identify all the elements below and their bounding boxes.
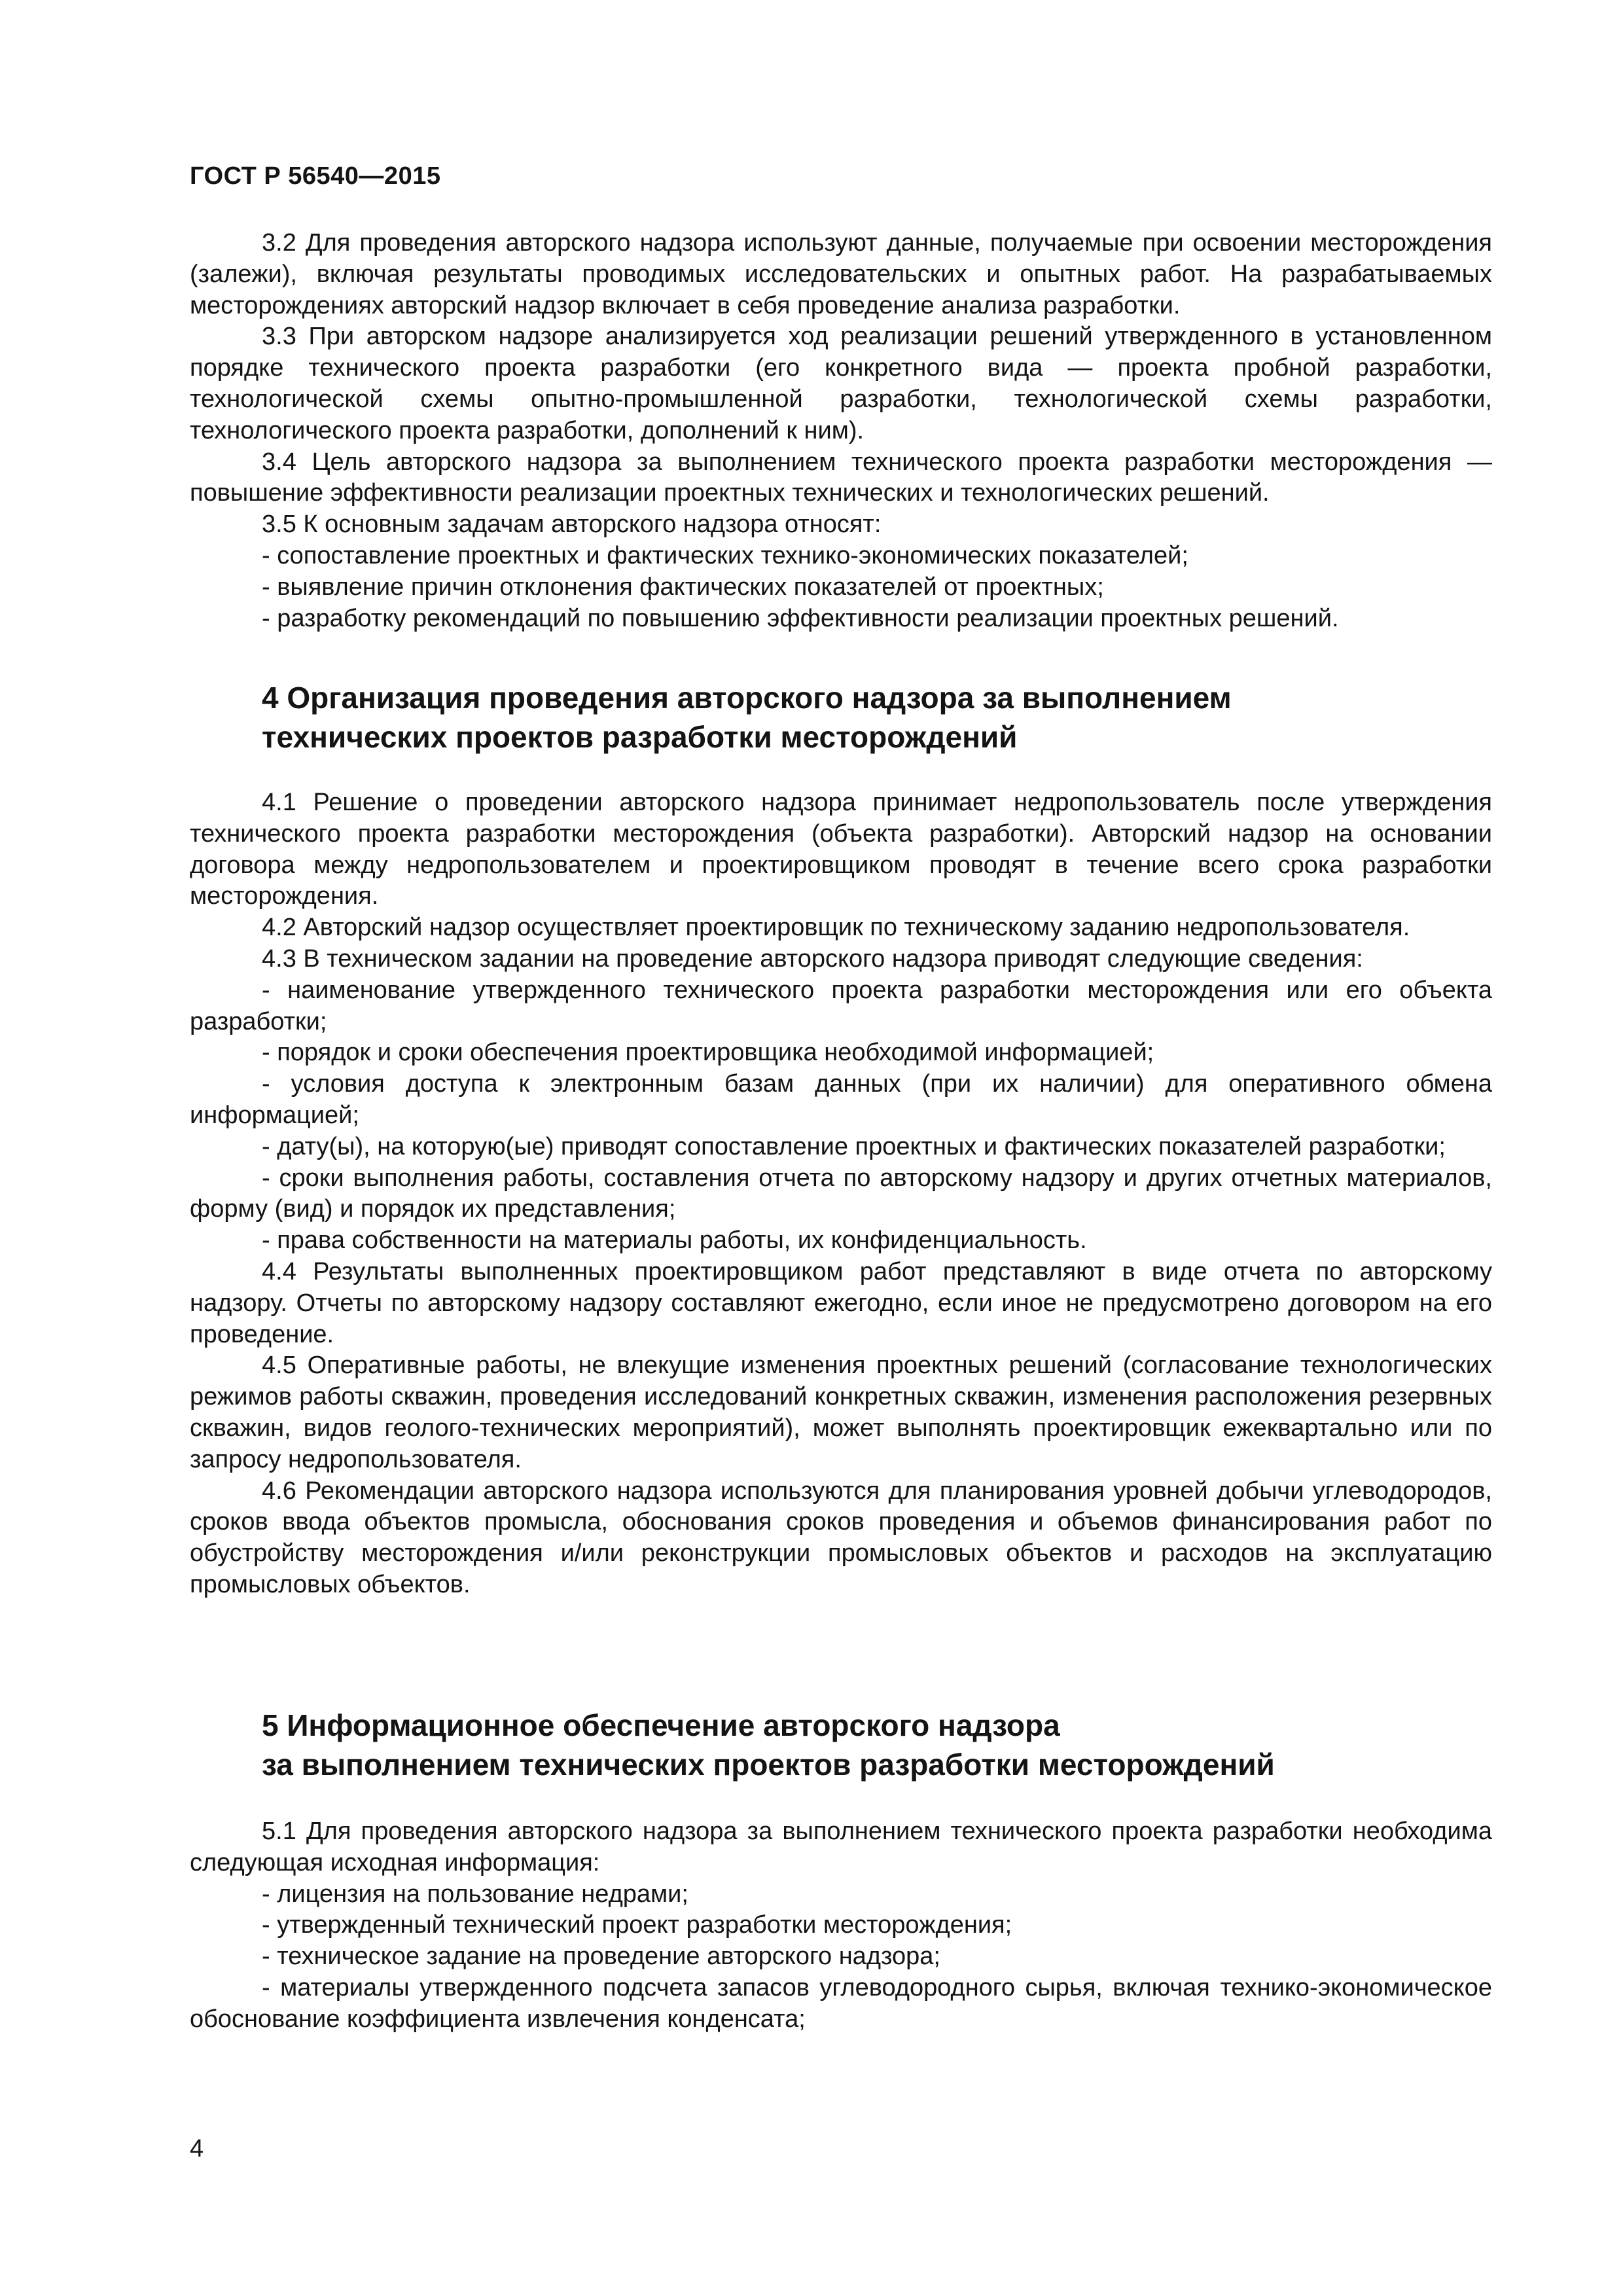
paragraph-4-2: 4.2 Авторский надзор осуществляет проектировщик по техническому заданию недропользователя. bbox=[262, 914, 1410, 942]
list-item: - разработку рекомендаций по повышению эффективности реализации проектных решений. bbox=[262, 604, 1339, 632]
list-item: - наименование утвержденного технического проекта разработки месторождения или его объекта разработки; bbox=[190, 976, 1492, 1035]
paragraph-3-3: 3.3 При авторском надзоре анализируется ход реализации решений утвержденного в установленном порядке технического проекта разработки (его конкретного вида — проекта пробной разработки, технологической схемы опытно-промышленной разработки, технологической схемы разработки, технологического проекта разработки, дополнений к ним). bbox=[190, 323, 1492, 444]
paragraph-4-4: 4.4 Результаты выполненных проектировщиком работ представляют в виде отчета по авторскому надзору. Отчеты по авторскому надзору составляют ежегодно, если иное не предусмотрено договором на его проведение. bbox=[190, 1257, 1492, 1348]
list-item: - техническое задание на проведение авторского надзора; bbox=[262, 1943, 940, 1971]
list-item: - сроки выполнения работы, составления отчета по авторскому надзору и других отчетных материалов, форму (вид) и порядок их представления; bbox=[190, 1164, 1492, 1223]
list-item: - порядок и сроки обеспечения проектировщика необходимой информацией; bbox=[262, 1039, 1154, 1067]
paragraph-5-1: 5.1 Для проведения авторского надзора за выполнением технического проекта разработки необходима следующая исходная информация: bbox=[190, 1818, 1492, 1876]
paragraph-4-5: 4.5 Оперативные работы, не влекущие изменения проектных решений (согласование технологических режимов работы скважин, проведения исследований конкретных скважин, изменения расположения резервных скважин, видов геолого-технических мероприятий), может выполнять проектировщик ежеквартально или по запросу недропользователя. bbox=[190, 1352, 1492, 1473]
section-4-body bbox=[190, 787, 1492, 1601]
paragraph-4-3: 4.3 В техническом задании на проведение авторского надзора приводят следующие сведения: bbox=[262, 944, 1363, 973]
list-item: - сопоставление проектных и фактических технико-экономических показателей; bbox=[262, 541, 1188, 569]
list-item: - материалы утвержденного подсчета запасов углеводородного сырья, включая технико-экономическое обоснование коэффициента извлечения конденсата; bbox=[190, 1973, 1492, 2033]
section-5-body bbox=[190, 1816, 1492, 2036]
document-header: ГОСТ Р 56540—2015 bbox=[190, 162, 441, 190]
paragraph-3-2: 3.2 Для проведения авторского надзора используют данные, получаемые при освоении месторождения (залежи), включая результаты проводимых исследовательских и опытных работ. На разрабатываемых месторождениях авторский надзор включает в себя проведение анализа разработки. bbox=[190, 229, 1492, 319]
paragraph-4-6: 4.6 Рекомендации авторского надзора используются для планирования уровней добычи углеводородов, сроков ввода объектов промысла, обоснования сроков проведения и объемов финансирования работ по обустройству месторождения и/или реконструкции промысловых объектов и расходов на эксплуатацию промысловых объектов. bbox=[190, 1477, 1492, 1598]
section-5-heading-line-2: за выполнением технических проектов разработки месторождений bbox=[262, 1748, 1275, 1782]
paragraph-3-4: 3.4 Цель авторского надзора за выполнением технического проекта разработки месторождения — повышение эффективности реализации проектных технических и технологических решений. bbox=[190, 448, 1492, 507]
section-3-body bbox=[190, 228, 1492, 634]
section-5-heading bbox=[262, 1706, 1492, 1784]
section-4-heading bbox=[262, 678, 1492, 757]
paragraph-4-1: 4.1 Решение о проведении авторского надзора принимает недропользователь после утверждения технического проекта разработки месторождения (объекта разработки). Авторский надзор на основании договора между недропользователем и проектировщиком проводят в течение всего срока разработки месторождения. bbox=[190, 789, 1492, 910]
page-number: 4 bbox=[190, 2135, 204, 2162]
list-item: - права собственности на материалы работы, их конфиденциальность. bbox=[262, 1227, 1087, 1255]
paragraph-3-5: 3.5 К основным задачам авторского надзора относят: bbox=[262, 511, 882, 539]
section-5-heading-line-1: 5 Информационное обеспечение авторского надзора bbox=[262, 1708, 1060, 1742]
list-item: - дату(ы), на которую(ые) приводят сопоставление проектных и фактических показателей разработки; bbox=[262, 1132, 1446, 1160]
list-item: - утвержденный технический проект разработки месторождения; bbox=[262, 1911, 1012, 1939]
section-4-heading-line-2: технических проектов разработки месторождений bbox=[262, 720, 1018, 754]
list-item: - условия доступа к электронным базам данных (при их наличии) для оперативного обмена информацией; bbox=[190, 1070, 1492, 1129]
list-item: - лицензия на пользование недрами; bbox=[262, 1880, 688, 1908]
section-4-heading-line-1: 4 Организация проведения авторского надзора за выполнением bbox=[262, 681, 1232, 715]
list-item: - выявление причин отклонения фактических показателей от проектных; bbox=[262, 573, 1104, 601]
